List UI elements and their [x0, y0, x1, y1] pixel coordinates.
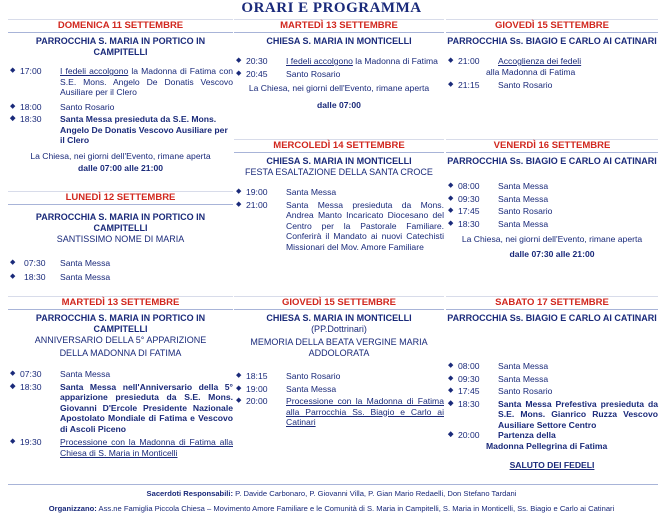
day-heading: DOMENICA 11 SETTEMBRE — [8, 19, 233, 33]
event-item: ◆ 19:00 Santa Messa — [236, 187, 337, 197]
cell-venerdi-16 — [446, 139, 658, 260]
day-heading: MARTEDÌ 13 SETTEMBRE — [8, 296, 233, 310]
bullet-icon: ◆ — [448, 362, 454, 369]
bullet-icon: ◆ — [448, 57, 454, 64]
day-heading: LUNEDÌ 12 SETTEMBRE — [8, 191, 233, 205]
day-heading: GIOVEDÌ 15 SETTEMBRE — [446, 19, 658, 33]
greeting-note: SALUTO DEI FEDELI — [509, 460, 595, 470]
event-item: ◆ 18:30 Santa Messa nell'Anniversario della 5° apparizione presieduta da S.E. Mons. Giovanni D'Ercole Presidente Nazionale Apostolato Mondiale di Fatima e Vescovo di Ascoli Piceno — [10, 381, 233, 434]
event-item: ◆ 18:30 Santa Messa — [10, 271, 111, 282]
bullet-icon: ◆ — [10, 259, 16, 266]
event-item: ◆ 09:30 Santa Messa — [448, 193, 549, 204]
bullet-icon: ◆ — [236, 372, 242, 379]
bullet-icon: ◆ — [448, 219, 454, 227]
bullet-icon: ◆ — [448, 194, 454, 202]
church-name: PARROCCHIA S. MARIA IN PORTICO IN CAMPITELLI — [35, 313, 206, 334]
bullet-icon: ◆ — [10, 272, 16, 280]
day-heading: MERCOLEDÌ 14 SETTEMBRE — [234, 139, 444, 153]
event-item: ◆ 21:00 Accoglienza dei fedeli — [448, 56, 582, 66]
bullet-icon: ◆ — [236, 384, 242, 392]
day-heading: VENERDÌ 16 SETTEMBRE — [446, 139, 658, 153]
bullet-icon: ◆ — [236, 69, 242, 77]
cell-martedi-13-monticelli — [234, 19, 444, 111]
feast-subtitle: FESTA ESALTAZIONE DELLA SANTA CROCE — [245, 167, 433, 177]
cell-sabato-17 — [446, 296, 658, 471]
event-item: ◆ 20:00 Partenza della — [448, 430, 556, 440]
bullet-icon: ◆ — [236, 188, 242, 195]
feast-subtitle: SANTISSIMO NOME DI MARIA — [56, 234, 185, 244]
church-name: PARROCCHIA S. MARIA IN PORTICO IN CAMPITELLI — [35, 36, 206, 57]
day-heading: GIOVEDÌ 15 SETTEMBRE — [234, 296, 444, 310]
bullet-icon: ◆ — [10, 67, 16, 74]
church-name: PARROCCHIA Ss. BIAGIO E CARLO AI CATINARI — [447, 36, 657, 46]
bullet-icon: ◆ — [448, 374, 454, 382]
cell-mercoledi-14 — [234, 139, 444, 252]
event-item: ◆ 08:00 Santa Messa — [448, 181, 549, 191]
event-item: ◆ 19:30 Processione con la Madonna di Fatima alla Chiesa di S. Maria in Monticelli — [10, 437, 233, 458]
opening-note: La Chiesa, nei giorni dell'Evento, rimane aperta — [461, 234, 643, 244]
feast-subtitle: (PP.Dottrinari) — [311, 324, 367, 334]
event-item: ◆ 09:30 Santa Messa — [448, 373, 549, 384]
bullet-icon: ◆ — [448, 399, 454, 407]
opening-hours: dalle 07:00 — [317, 100, 361, 110]
cell-martedi-13-campitelli — [8, 296, 233, 458]
event-item: ◆ 07:30 Santa Messa — [10, 369, 111, 379]
event-item: Madonna Pellegrina di Fatima — [486, 440, 608, 451]
event-item: ◆ 20:00 Processione con la Madonna di Fatima alla Parrocchia Ss. Biagio e Carlo ai Catinari — [236, 396, 444, 427]
event-item: ◆ 21:15 Santo Rosario — [448, 80, 553, 90]
cell-giovedi-15-catinari — [446, 19, 658, 91]
event-item: ◆ 17:45 Santo Rosario — [448, 206, 553, 216]
event-item: ◆ 07:30 Santa Messa — [10, 258, 111, 268]
bullet-icon: ◆ — [10, 102, 16, 110]
cell-domenica-11 — [8, 19, 233, 174]
church-name: PARROCCHIA S. MARIA IN PORTICO IN CAMPITELLI — [35, 212, 206, 233]
footer-organizers: Organizzano: Ass.ne Famiglia Piccola Chiesa – Movimento Amore Familiare e le Comunità di S. Maria in Campitelli, S. Maria in Monticelli, Ss. Biagio e Carlo ai Catinari — [48, 504, 615, 513]
feast-subtitle: MEMORIA DELLA BEATA VERGINE MARIA — [250, 337, 428, 347]
opening-note: La Chiesa, nei giorni dell'Evento, rimane aperta — [30, 150, 211, 161]
church-name: CHIESA S. MARIA IN MONTICELLI — [266, 36, 412, 46]
event-item: ◆ 18:00 Santo Rosario — [10, 101, 115, 112]
opening-note: La Chiesa, nei giorni dell'Evento, rimane aperta — [248, 83, 430, 93]
event-item: ◆ 21:00 Santa Messa presieduta da Mons. Andrea Manto Incaricato Diocesano del Centro per la Pastorale Familiare. Conferirà il Mandato ai nuovi Catechisti Missionari del Mov. Amore Familiare — [236, 199, 444, 252]
feast-subtitle: ANNIVERSARIO DELLA 5° APPARIZIONE — [34, 335, 207, 345]
event-item: ◆ 08:00 Santa Messa — [448, 361, 549, 371]
church-name: PARROCCHIA Ss. BIAGIO E CARLO AI CATINARI — [447, 156, 657, 166]
bullet-icon: ◆ — [448, 207, 454, 214]
page-title: ORARI E PROGRAMMA — [241, 0, 422, 16]
footer-priests: Sacerdoti Responsabili: P. Davide Carbonaro, P. Giovanni Villa, P. Gian Mario Redaelli, Don Stefano Tardani — [146, 489, 517, 498]
bullet-icon: ◆ — [10, 370, 16, 377]
event-item: ◆ 17:45 Santo Rosario — [448, 386, 553, 396]
bullet-icon: ◆ — [10, 382, 16, 390]
cell-lunedi-12 — [8, 191, 233, 282]
church-name: CHIESA S. MARIA IN MONTICELLI — [266, 156, 412, 166]
church-name: CHIESA S. MARIA IN MONTICELLI — [266, 313, 412, 323]
day-heading: MARTEDÌ 13 SETTEMBRE — [234, 19, 444, 33]
event-item: ◆ 18:30 Santa Messa — [448, 218, 549, 229]
bullet-icon: ◆ — [448, 431, 454, 438]
church-name: PARROCCHIA Ss. BIAGIO E CARLO AI CATINARI — [447, 313, 657, 323]
event-item: ◆ 17:00 I fedeli accolgono la Madonna di Fatima con S.E. Mons. Angelo De Donatis Vescovo Ausiliare per il Clero — [10, 66, 234, 97]
opening-hours: dalle 07:00 alle 21:00 — [77, 162, 164, 173]
bullet-icon: ◆ — [236, 397, 242, 404]
divider — [8, 484, 658, 485]
event-item: ◆ 20:45 Santo Rosario — [236, 68, 341, 79]
event-item: alla Madonna di Fatima — [486, 66, 576, 77]
bullet-icon: ◆ — [448, 387, 454, 394]
event-item: ◆ 19:00 Santa Messa — [236, 383, 337, 394]
bullet-icon: ◆ — [448, 182, 454, 189]
bullet-icon: ◆ — [10, 438, 16, 445]
cell-giovedi-15-monticelli — [234, 296, 444, 428]
day-heading: SABATO 17 SETTEMBRE — [446, 296, 658, 310]
bullet-icon: ◆ — [236, 200, 242, 208]
event-item: ◆ 18:30 Santa Messa presieduta da S.E. Mons. Angelo De Donatis Vescovo Ausiliare per il Clero — [10, 114, 228, 145]
opening-hours: dalle 07:30 alle 21:00 — [509, 249, 595, 259]
feast-subtitle: DELLA MADONNA DI FATIMA — [59, 348, 182, 358]
bullet-icon: ◆ — [236, 57, 242, 64]
event-item: ◆ 18:30 Santa Messa Prefestiva presieduta da S.E. Mons. Gianrico Ruzza Vescovo Ausiliare Settore Centro — [448, 398, 658, 430]
bullet-icon: ◆ — [10, 115, 16, 122]
event-item: ◆ 20:30 I fedeli accolgono la Madonna di Fatima — [236, 56, 438, 66]
bullet-icon: ◆ — [448, 81, 454, 88]
event-item: ◆ 18:15 Santo Rosario — [236, 371, 341, 381]
feast-subtitle: ADDOLORATA — [308, 348, 370, 358]
